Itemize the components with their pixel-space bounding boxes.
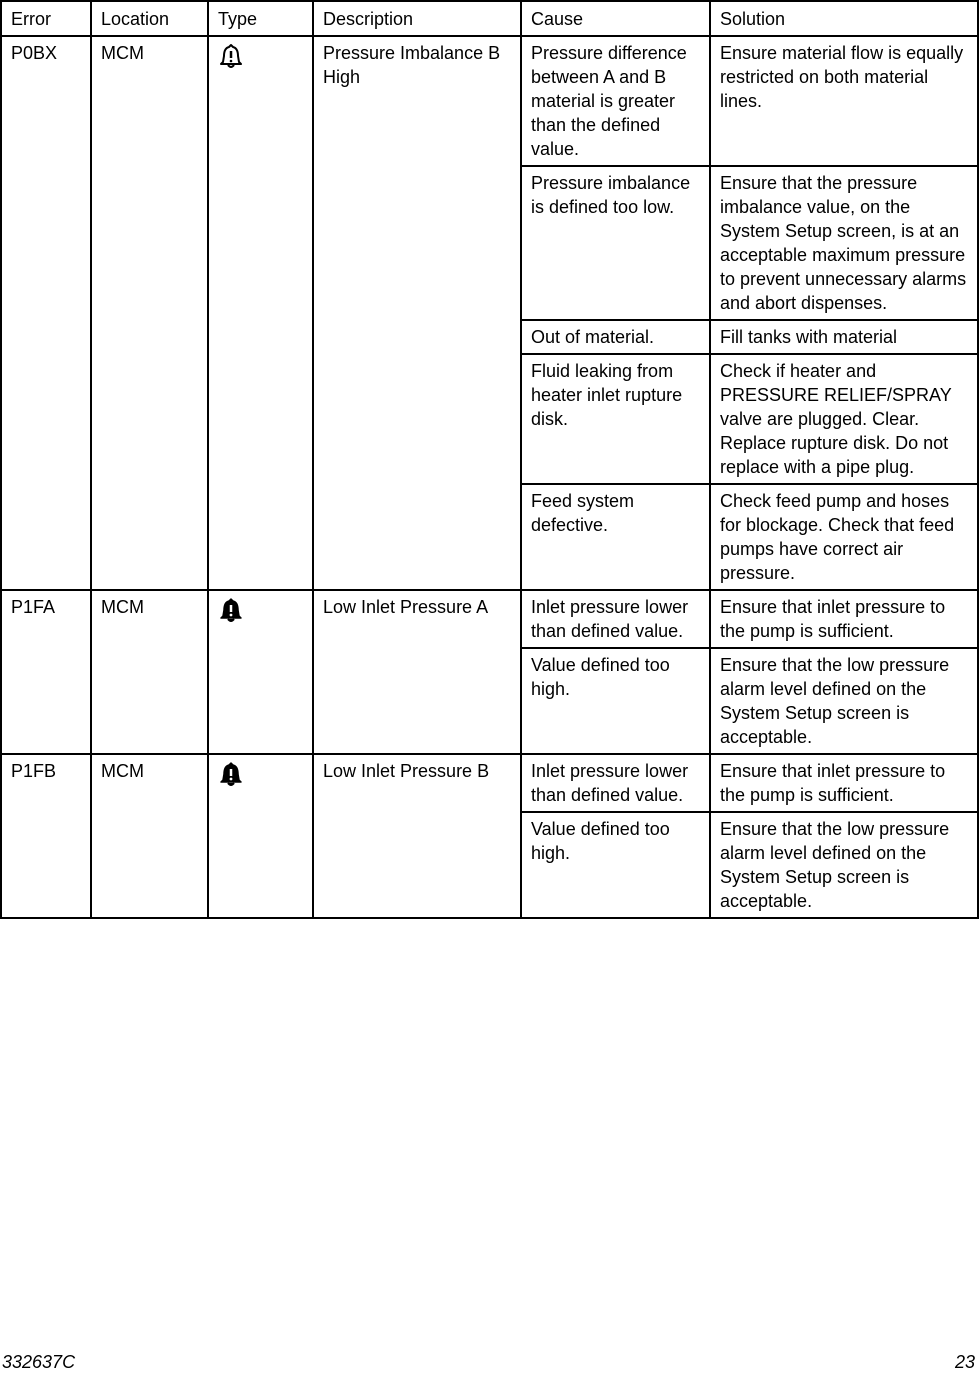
cause: Inlet pressure lower than defined value. — [521, 590, 710, 648]
cause: Fluid leaking from heater inlet rupture disk. — [521, 354, 710, 484]
solution: Ensure that inlet pressure to the pump is sufficient. — [710, 754, 978, 812]
alarm-bell-icon — [218, 761, 244, 793]
location: MCM — [91, 36, 208, 590]
error-code: P0BX — [1, 36, 91, 590]
header-row — [1, 1, 978, 36]
header-location: Location — [91, 1, 208, 36]
location: MCM — [91, 754, 208, 918]
cause: Inlet pressure lower than defined value. — [521, 754, 710, 812]
table-row — [1, 36, 978, 166]
type-cell — [208, 590, 313, 754]
location: MCM — [91, 590, 208, 754]
advisory-bell-icon — [218, 43, 244, 75]
header-error: Error — [1, 1, 91, 36]
cause: Out of material. — [521, 320, 710, 354]
table-row — [1, 754, 978, 812]
cause: Feed system defective. — [521, 484, 710, 590]
type-cell — [208, 754, 313, 918]
page-number: 23 — [954, 1352, 975, 1372]
solution: Ensure that inlet pressure to the pump is sufficient. — [710, 590, 978, 648]
solution: Ensure that the low pressure alarm level defined on the System Setup screen is acceptable. — [710, 648, 978, 754]
description: Low Inlet Pressure B — [313, 754, 521, 918]
solution: Check feed pump and hoses for blockage. Check that feed pumps have correct air pressure. — [710, 484, 978, 590]
description: Low Inlet Pressure A — [313, 590, 521, 754]
alarm-bell-icon — [218, 597, 244, 629]
solution: Ensure that the low pressure alarm level defined on the System Setup screen is acceptable. — [710, 812, 978, 918]
solution: Fill tanks with material — [710, 320, 978, 354]
error-code: P1FB — [1, 754, 91, 918]
header-type: Type — [208, 1, 313, 36]
header-cause: Cause — [521, 1, 710, 36]
solution: Check if heater and PRESSURE RELIEF/SPRAY valve are plugged. Clear. Replace rupture disk. Do not replace with a pipe plug. — [710, 354, 978, 484]
solution: Ensure that the pressure imbalance value, on the System Setup screen, is at an acceptable maximum pressure to prevent unnecessary alarms and abort dispenses. — [710, 166, 978, 320]
cause: Value defined too high. — [521, 812, 710, 918]
solution: Ensure material flow is equally restricted on both material lines. — [710, 36, 978, 166]
table-row — [1, 590, 978, 648]
error-code: P1FA — [1, 590, 91, 754]
header-description: Description — [313, 1, 521, 36]
type-cell — [208, 36, 313, 590]
cause: Value defined too high. — [521, 648, 710, 754]
cause: Pressure imbalance is defined too low. — [521, 166, 710, 320]
header-solution: Solution — [710, 1, 978, 36]
cause: Pressure difference between A and B material is greater than the defined value. — [521, 36, 710, 166]
description: Pressure Imbalance B High — [313, 36, 521, 590]
document-number: 332637C — [2, 1352, 76, 1372]
